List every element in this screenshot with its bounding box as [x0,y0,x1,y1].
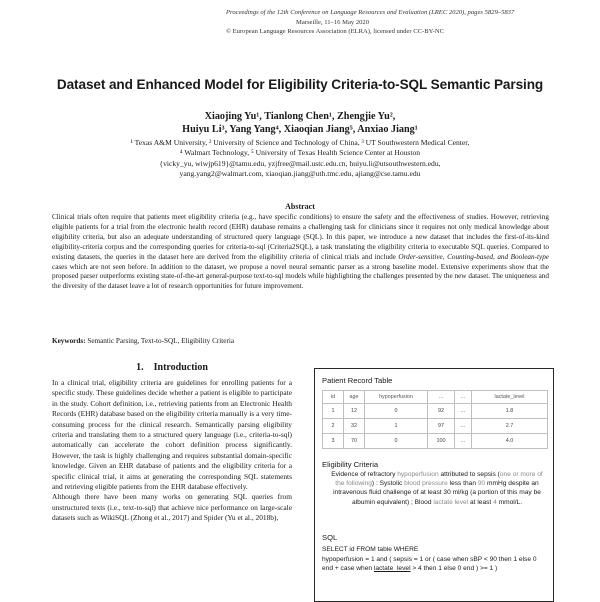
intro-paragraph-2: Although there have been many works on generating SQL queries from unstructured texts (i.e., text-to-sql) that achieve nice performance on large-scale datasets such as WikiSQL (Zhong et al., 2017) and Spider (Yu et al., 2018b), [52,492,292,523]
criteria-text: less than [447,480,478,488]
email-line-2: yang.yang2@walmart.com, xiaoqian.jiang@uth.tmc.edu, ajiang@cse.tamu.edu [179,169,421,179]
patient-record-table [322,390,548,449]
keywords-text: Semantic Parsing, Text-to-SQL, Eligibility Criteria [85,337,235,345]
criteria-entity: hypoperfusion [397,471,439,478]
criteria-entity: one or more of the following [335,471,543,488]
author-list [0,110,600,136]
keywords [52,337,549,345]
sql-line-1: SELECT id FROM table WHERE [322,546,419,553]
criteria-text: ) : Systolic [371,480,405,488]
table-cell: 92 [428,404,455,419]
table-header-row [323,391,548,404]
criteria-entity: lactate level [433,498,469,506]
sql-text: > 4 then 1 else 0 end ) >= 1 ) [410,565,498,573]
sql-title: SQL [322,533,338,542]
table-cell: 100 [428,434,455,449]
table-row [323,419,548,434]
column-header: hypoperfusion [365,391,428,404]
table-cell: 1 [323,404,344,419]
figure-1 [314,368,554,602]
table-cell: 32 [344,419,365,434]
abstract-heading: Abstract [285,202,315,211]
table-cell: 70 [344,434,365,449]
table-cell: 12 [344,404,365,419]
paper-title: Dataset and Enhanced Model for Eligibility Criteria-to-SQL Semantic Parsing [56,77,544,92]
table-row [323,434,548,449]
section-title: Introduction [153,362,208,373]
affiliation-line-2: ⁴ Walmart Technology, ⁵ University of Texas Health Science Center at Houston [179,148,421,158]
criteria-entity: 90 [477,480,486,488]
table-cell: ... [455,434,472,449]
table-cell: 1 [365,419,428,434]
column-header: ... [428,391,455,404]
sql-line-2 [322,555,544,574]
author-line-1: Xiaojing Yu¹, Tianlong Chen¹, Zhengjie Yu², [204,111,396,122]
section-heading [52,362,292,373]
sql-underlined-column: lactate_level [373,565,411,573]
abstract-body [52,213,549,292]
section-number: 1. [136,362,144,373]
patient-table-title: Patient Record Table [322,376,393,385]
criteria-text: Evidence of refractory [331,471,398,478]
affiliations [0,138,600,180]
table-cell: 1.8 [472,404,548,419]
eligibility-criteria-text [327,470,547,507]
proceedings-header [226,8,566,37]
table-cell: 0 [365,434,428,449]
table-cell: 2 [323,419,344,434]
column-header: id [323,391,344,404]
abstract-text-2: cases which are not seen before. In addition to the dataset, we propose a novel neural semantic parser as a strong baseline model. Extensive experiments show that the proposed parser outperforms existing state-of-the-art general-purpose text-to-sql models while highlighting the challenges presented by the new dataset. The uniqueness and the diversity of the dataset leave a lot of research opportunities for future improvement. [52,262,549,291]
table-row [323,404,548,419]
header-line-3: © European Language Resources Association (ELRA), licensed under CC-BY-NC [226,28,444,36]
column-header: age [344,391,365,404]
column-header: ... [455,391,472,404]
sql-text: hypoperfusion = 1 and ( sepsis = 1 or ( case when sBP < 90 then 1 else 0 end + case when [322,555,537,573]
criteria-text: at least [468,498,494,506]
column-header: lactate_level [472,391,548,404]
email-line-1: {vicky_yu, wiwjp619}@tamu.edu, yzjfree@mail.ustc.edu.cn, huiyu.li@utsouthwestern.edu, [159,158,441,168]
intro-paragraph-1: In a clinical trial, eligibility criteria are guidelines for enrolling patients for a specific study. These guidelines decide whether a patient is eligible to participate in the study. Cohort definition, i.e., retrieving patients from an Electronic Health Records (EHR) database based on the eligibility criteria manually is a very time-consuming process for the clinical research. Semantically parsing eligibility criteria and translating them to a structured query language (i.e., criteria-to-sql) automatically can accelerate the cohort definition process significantly. However, the task is highly challenging and requires substantial domain-specific knowledge. Given an EHR database of patients and the eligibility criteria for a specific clinical trial, it aims at generating the corresponding SQL statements and retrieving eligible patients from the EHR database effectively. [52,378,292,492]
eligibility-criteria-title: Eligibility Criteria [322,460,379,469]
author-line-2: Huiyu Li³, Yang Yang⁴, Xiaoqian Jiang⁵, Anxiao Jiang¹ [182,124,418,135]
table-cell: 2.7 [472,419,548,434]
abstract-italic: Order-sensitive, Counting-based, and Boolean-type [398,252,549,261]
table-cell: 97 [428,419,455,434]
sql-query [322,545,544,574]
table-cell: 3 [323,434,344,449]
criteria-text: attributed to sepsis ( [438,471,500,478]
abstract-text-1: Clinical trials often require that patients meet eligibility criteria (e.g., have specific conditions) to ensure the safety and the effectiveness of studies. However, retrieving eligible patients for a trial from the electronic health record (EHR) database remains a challenging task for clinicians since it requires not only medical knowledge about eligibility criteria, but also an adequate understanding of structured query language (SQL). In this paper, we introduce a new dataset that includes the first-of-its-kind eligibility-criteria corpus and the corresponding queries for criteria-to-sql (Criteria2SQL), a task translating the eligibility criteria to executable SQL queries. Compared to existing datasets, the queries in the dataset here are derived from the eligibility criteria of clinical trials and include [52,213,549,261]
table-cell: ... [455,419,472,434]
criteria-text: mmHg despite an intravenous fluid challenge of at least 30 ml/kg (a portion of this may be albumin equivalent) ; Blood [333,480,541,506]
table-cell: 4.0 [472,434,548,449]
table-cell: 0 [365,404,428,419]
introduction-body [52,378,292,524]
header-line-2: Marseille, 11–16 May 2020 [296,18,370,26]
criteria-text: mmol/L. [496,498,523,506]
criteria-entity: 4 [493,498,497,506]
affiliation-line-1: ¹ Texas A&M University, ² University of Science and Technology of China, ³ UT Southwestern Medical Center, [130,138,470,147]
table-cell: ... [455,404,472,419]
criteria-entity: blood pressure [404,480,448,488]
keywords-label: Keywords: [52,337,86,345]
header-line-1: Proceedings of the 12th Conference on Language Resources and Evaluation (LREC 2020), pages 5829–5837 [226,9,515,16]
